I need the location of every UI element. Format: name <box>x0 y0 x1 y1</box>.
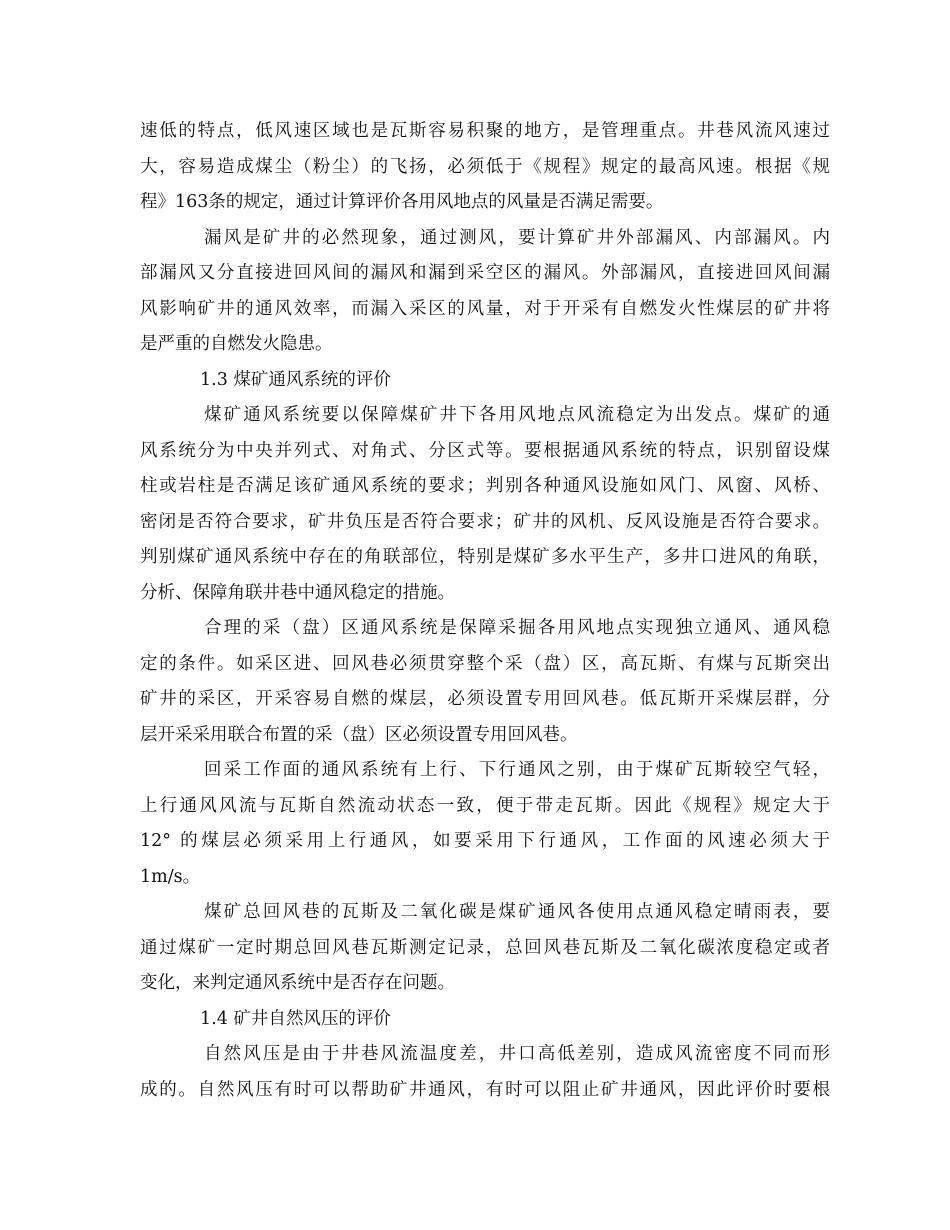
text-line: 变化，来判定通风系统中是否存在问题。 <box>140 973 455 993</box>
text-line: 自然风压是由于井巷风流温度差，井口高低差别，造成风流密度不同而形 <box>204 1044 830 1064</box>
text-line: 是严重的自燃发火隐患。 <box>140 334 333 354</box>
body-text <box>140 114 830 1108</box>
text-line: 合理的采（盘）区通风系统是保障采掘各用风地点实现独立通风、通风稳 <box>204 618 830 638</box>
text-line: 漏风是矿井的必然现象，通过测风，要计算矿井外部漏风、内部漏风。内 <box>204 227 830 248</box>
text-line: 大，容易造成煤尘（粉尘）的飞扬，必须低于《规程》规定的最高风速。根据《规 <box>140 156 830 177</box>
text-line: 分析、保障角联井巷中通风稳定的措施。 <box>140 582 455 603</box>
text-line: 回采工作面的通风系统有上行、下行通风之别，由于煤矿瓦斯较空气轻， <box>204 760 830 780</box>
text-line: 定的条件。如采区进、回风巷必须贯穿整个采（盘）区，高瓦斯、有煤与瓦斯突出 <box>140 653 830 674</box>
text-line: 煤矿总回风巷的瓦斯及二氧化碳是煤矿通风各使用点通风稳定晴雨表，要 <box>204 902 830 922</box>
text-line: 部漏风又分直接进回风间的漏风和漏到采空区的漏风。外部漏风，直接进回风间漏 <box>140 263 830 283</box>
text-line: 风影响矿井的通风效率，而漏入采区的风量，对于开采有自燃发火性煤层的矿井将 <box>140 298 830 319</box>
section-heading: 1.3 煤矿通风系统的评价 <box>200 369 391 390</box>
text-line: 速低的特点，低风速区域也是瓦斯容易积聚的地方，是管理重点。井巷风流风速过 <box>140 121 830 141</box>
text-line: 密闭是否符合要求，矿井负压是否符合要求；矿井的风机、反风设施是否符合要求。 <box>140 511 830 532</box>
text-line: 通过煤矿一定时期总回风巷瓦斯测定记录，总回风巷瓦斯及二氧化碳浓度稳定或者 <box>140 937 830 958</box>
text-line: 柱或岩柱是否满足该矿通风系统的要求；判别各种通风设施如风门、风窗、风桥、 <box>140 476 830 496</box>
text-line: 层开采采用联合布置的采（盘）区必须设置专用回风巷。 <box>140 724 578 745</box>
text-line: 程》163条的规定，通过计算评价各用风地点的风量是否满足需要。 <box>140 192 664 212</box>
text-line: 风系统分为中央并列式、对角式、分区式等。要根据通风系统的特点，识别留设煤 <box>140 440 830 461</box>
text-line: 12° 的煤层必须采用上行通风，如要采用下行通风，工作面的风速必须大于 <box>140 831 830 851</box>
text-line: 煤矿通风系统要以保障煤矿井下各用风地点风流稳定为出发点。煤矿的通 <box>204 405 830 425</box>
section-heading: 1.4 矿井自然风压的评价 <box>200 1008 391 1029</box>
text-line: 上行通风风流与瓦斯自然流动状态一致，便于带走瓦斯。因此《规程》规定大于 <box>140 795 830 816</box>
text-line: 判别煤矿通风系统中存在的角联部位，特别是煤矿多水平生产，多井口进风的角联， <box>140 547 830 567</box>
text-line: 矿井的采区，开采容易自燃的煤层，必须设置专用回风巷。低瓦斯开采煤层群，分 <box>140 689 830 709</box>
text-line: 成的。自然风压有时可以帮助矿井通风，有时可以阻止矿井通风，因此评价时要根 <box>140 1079 830 1100</box>
text-line: 1m/s。 <box>140 866 201 887</box>
